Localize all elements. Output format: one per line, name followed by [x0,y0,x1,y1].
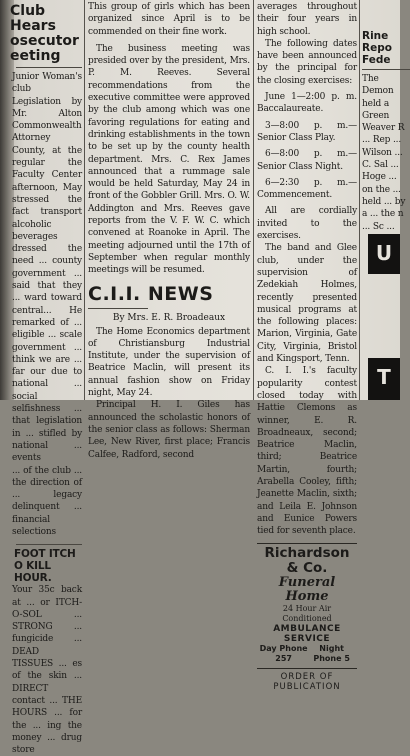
block-letter-ad-2: T [368,358,400,400]
column-rule-1 [84,0,85,400]
column-1-divider-2 [16,544,82,545]
schedule-item-4: 6—2:30 p. m.—Commencement. [257,177,357,201]
schedule-item-2: 3—8:00 p. m.—Senior Class Play. [257,120,357,143]
column-4-headline-line-1: Rine [362,30,389,42]
column-rule-2 [253,0,254,400]
column-2-paragraph-1: This group of girls which has been organized since April is to be commended on their fine work. [88,2,250,37]
column-4-divider [362,69,410,70]
cii-news-headline: C.I.I. NEWS [88,282,214,305]
column-1-headline-line-2: osecutor [10,33,79,49]
column-3 [257,0,357,693]
column-1-headline-2 [14,548,82,584]
funeral-home-ad-ambulance: AMBULANCE SERVICE [273,624,341,645]
column-3-paragraph-2: The following dates have been announced by the principal for the closing exercises: [257,38,357,86]
column-4-paragraph-1: The Demon held a Green Weaver R ... Rep ... Wilson ... C. Sal ... Hoge ... on the ... held ... by a ... the n ... Sc ... [362,74,406,232]
column-4-headline-line-2: Repo [362,42,392,54]
funeral-home-ad-phones [257,644,357,664]
column-4-headline-line-3: Fede [362,54,391,66]
column-rule-3 [359,0,360,400]
column-3-paragraph-1: averages throughout their four years in high school. [257,2,357,37]
column-2-paragraph-4: Principal H. I. Giles has announced the scholastic honors of the senior class as follows: Sherman Lee, New River, first place; Francis Calfee, Radford, second [88,400,250,460]
column-1 [10,0,82,756]
column-1-headline-line-3: eeting [10,48,61,64]
funeral-home-ad [257,543,357,664]
column-2-divider [88,308,148,309]
column-1-headline-2-line-1: FOOT ITCH [14,548,76,561]
column-4 [362,0,410,400]
block-letter-ad-1: U [368,234,400,274]
order-of-publication-heading: ORDER OF PUBLICATION [257,668,357,692]
funeral-home-ad-name: Richardson & Co. [264,545,350,577]
column-1-paragraph-3: Your 35c back at ... or ITCH-O-SOL ... STRONG ... fungicide ... DEAD TISSUES ... es of the skin ... DIRECT contact ... THE HOURS ... for the ... ing the money ... drug store [12,585,82,756]
column-1-headline-2-line-2: O KILL [14,560,51,573]
cii-news-byline: By Mrs. E. R. Broadeaux [112,312,226,323]
funeral-home-day-phone: Day Phone 257 [259,644,308,664]
funeral-home-night-phone: Night Phone 5 [313,644,350,664]
column-4-headline [362,30,410,66]
column-2 [88,0,250,460]
column-3-paragraph-4: The band and Glee club, under the supervision of Zedekiah Holmes, recently presented musical programs at the following places: Marion, Virginia, Gate City, Virginia, Bristol and Kingsport, Tenn. [257,243,357,365]
column-2-paragraph-3: The Home Economics department of Christiansburg Industrial Institute, under the supervision of Beatrice Maclin, will present its annual fashion show on Friday night, May 24. [88,326,250,399]
column-1-headline-2-line-3: HOUR. [14,572,52,585]
column-1-divider [16,67,82,68]
column-1-paragraph-2: ... of the club ... the direction of ... legacy delinquent ... financial selections [12,465,82,537]
column-3-paragraph-5: C. I. I.'s faculty popularity contest closed today with Hattie Clemons as winner, E. R. Broadneaux, second; Beatrice Maclin, third; Beatrice Martin, fourth; Arabella Cooley, fifth; Jeanette Maclin, sixth; and Leila E. Johnson and Eunice Powers tied for seventh place. [257,366,357,537]
column-3-paragraph-3: All are cordially invited to the exercises. [257,206,357,242]
column-1-paragraph-1: Junior Woman's club Legislation by Mr. Alton Commonwealth Attorney County, at the regular the Faculty Center afternoon, May stressed the fact transport alcoholic beverages dressed the need ... county government ... said that they ... ward toward central... He remarked of ... eligible ... scale government ... think we are ... far our due to national ... social selfishness ... that legislation in ... stifled by national ... events [12,72,82,464]
column-1-headline [10,4,82,64]
funeral-home-ad-subtitle: Funeral Home [278,575,336,605]
column-2-paragraph-2: The business meeting was presided over by the president, Mrs. P. M. Reeves. Several recommendations from the executive committee were approved by the club among which was one favoring regulations for eating and drinking establishments in the town to be set up by the county health department. Mrs. C. Rex James announced that a rummage sale would be held Saturday, May 24 in front of the Gobbler Grill. Mrs. O. W. Addington and Mrs. Reeves gave reports from the V. F. W. C. which convened at Roanoke in April. The meeting adjourned until the 17th of September when regular monthly meetings will be resumed. [88,43,250,276]
schedule-item-1: June 1—2:00 p. m. Baccalaureate. [257,92,357,115]
funeral-home-ad-hours: 24 Hour Air Conditioned [282,604,332,624]
schedule-item-3: 6—8:00 p. m.—Senior Class Night. [257,149,357,172]
column-1-headline-line-1: Club Hears [10,3,56,34]
